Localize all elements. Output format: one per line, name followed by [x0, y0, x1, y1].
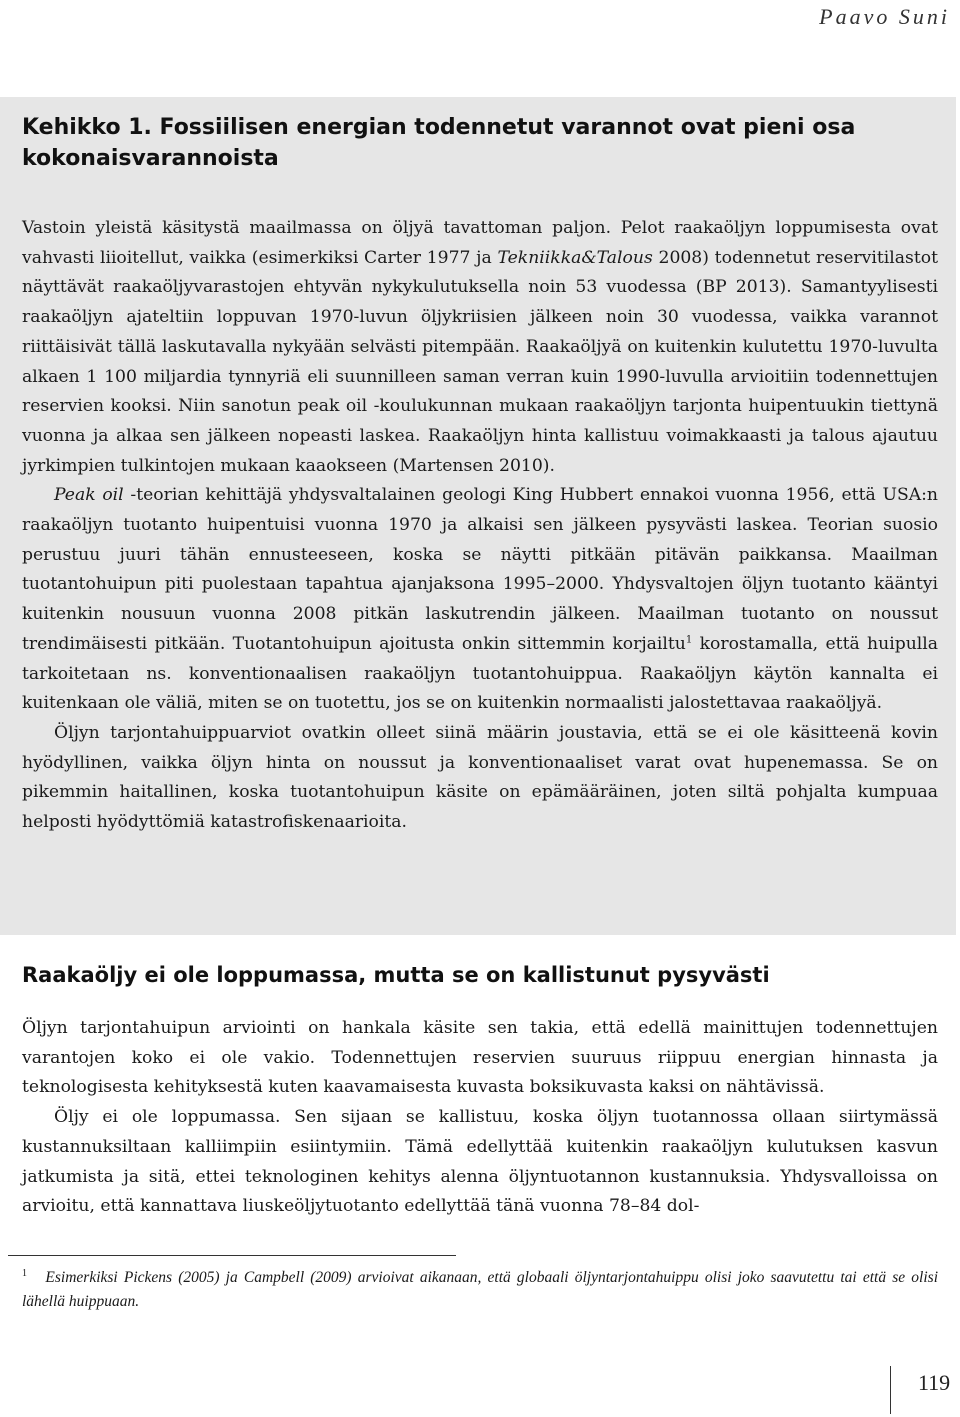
box-paragraph-2: Peak oil -teorian kehittäjä yhdysvaltalainen geologi King Hubbert ennakoi vuonna 1956, että USA:n raakaöljyn tuotanto huipentuisi vuonna 1970 ja alkaisi sen jälkeen pysyvästi laskea. Teorian suosio perustuu juuri tähän ennusteeseen, koska se näytti pitkään pitävän paikkansa. Maailman tuotantohuipun piti puolestaan tapahtua ajanjaksona 1995–2000. Yhdysvaltojen öljyn tuotanto kääntyi kuitenkin nousuun vuonna 2008 pitkän laskutrendin jälkeen. Maailman tuotanto on noussut trendimäisesti pitkään. Tuotantohuipun ajoitusta onkin sittemmin korjailtu$^1$ korostamalla, että huipulla tarkoitetaan ns. konventionaalisen raakaöljyn tuotantohuippua. Raakaöljyn käytön kannalta ei kuitenkaan ole väliä, miten se on tuotettu, jos se on kuitenkin normaalisti jalostettavaa raakaöljyä. — [22, 485, 939, 714]
section-body — [22, 1014, 938, 1222]
box-title: Kehikko 1. Fossiilisen energian todennetut varannot ovat pieni osa kokonaisvarannoista — [22, 115, 856, 171]
section-heading: Raakaöljy ei ole loppumassa, mutta se on kallistunut pysyvästi — [22, 963, 770, 987]
running-header-author: Paavo Suni — [819, 4, 950, 29]
page-number-rule — [890, 1366, 891, 1414]
page-number: 119 — [918, 1370, 951, 1395]
section-paragraph-2: Öljy ei ole loppumassa. Sen sijaan se kallistuu, koska öljyn tuotannossa ollaan siirtymässä kustannuksiltaan kalliimpiin esiintymiin. Tämä edellyttää kuitenkin raakaöljyn kulutuksen kasvun jatkumista ja sitä, ettei teknologinen kehitys alenna öljyntuotannon kustannuksia. Yhdysvalloissa on arvioitu, että kannattava liuskeöljytuotanto edellyttää tänä vuonna 78–84 dol- — [22, 1107, 938, 1217]
footnote-divider — [8, 1255, 456, 1256]
box-paragraph-3: Öljyn tarjontahuippuarviot ovatkin olleet siinä määrin joustavia, että se ei ole käsitteenä kovin hyödyllinen, vaikka öljyn hinta on noussut ja konventionaaliset varat ovat hupenemassa. Se on pikemmin haitallinen, koska tuotantohuipun käsite on epämääräinen, joten siltä pohjalta kumpuaa helposti hyödyttömiä katastrofiskenaarioita. — [22, 722, 938, 833]
box-body — [22, 214, 938, 838]
footnote-text: Esimerkiksi Pickens (2005) ja Campbell (2009) arvioivat aikanaan, että globaali öljyntarjontahuippu olisi joko saavutettu tai että se olisi lähellä huippuaan. — [22, 1269, 938, 1310]
footnote — [22, 1266, 938, 1314]
box-paragraph-1: Vastoin yleistä käsitystä maailmassa on öljyä tavattoman paljon. Pelot raakaöljyn loppumisesta ovat vahvasti liioitellut, vaikka (esimerkiksi Carter 1977 ja Tekniikka&Talous 2008) todennetut reservitilastot näyttävät raakaöljyvarastojen ehtyvän nykykulutuksella noin 53 vuodessa (BP 2013). Samantyylisesti raakaöljyn ajateltiin loppuvan 1970-luvun öljykriisien jälkeen noin 30 vuodessa, vaikka varannot riittäisivät tällä laskutavalla nykyään selvästi pitempään. Raakaöljyä on kuitenkin kulutettu 1970-luvulta alkaen 1 100 miljardia tynnyriä eli suunnilleen saman verran kuin 1990-luvulla arvioitiin todennettujen reservien kooksi. Niin sanotun peak oil -koulukunnan mukaan raakaöljyn tarjonta huipentuukin tiettynä vuonna ja alkaa sen jälkeen nopeasti laskea. Raakaöljyn hinta kallistuu voimakkaasti ja talous ajautuu jyrkimpien tulkintojen mukaan kaaokseen (Martensen 2010). — [22, 218, 938, 476]
footnote-reference: 1 — [685, 634, 693, 646]
footnote-marker: 1 — [22, 1267, 27, 1279]
section-paragraph-1: Öljyn tarjontahuipun arviointi on hankala käsite sen takia, että edellä mainittujen todennettujen varantojen koko ei ole vakio. Todennettujen reservien suuruus riippuu energian hinnasta ja teknologisesta kehityksestä kuten kaavamaisesta kuvasta boksikuvasta kaksi on nähtävissä. — [22, 1018, 938, 1098]
